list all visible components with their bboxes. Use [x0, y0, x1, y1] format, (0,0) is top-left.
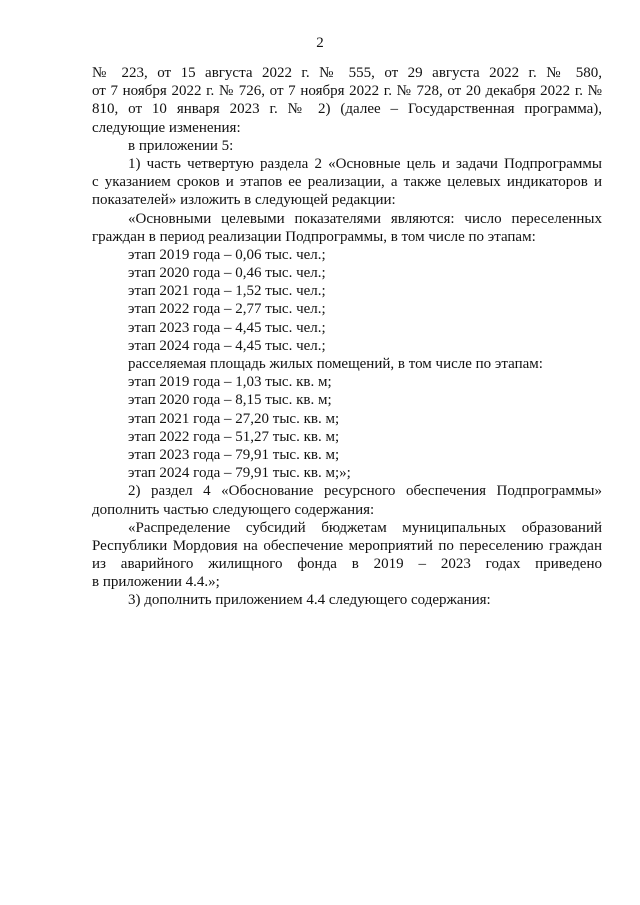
text-line: этап 2019 года – 0,06 тыс. чел.; — [128, 246, 326, 263]
text-line: этап 2024 года – 79,91 тыс. кв. м;»; — [128, 465, 351, 482]
text-line: «Основными целевыми показателями являются: число переселенных — [128, 210, 602, 227]
text-line: дополнить частью следующего содержания: — [92, 501, 375, 518]
text-line: этап 2019 года – 1,03 тыс. кв. м; — [128, 374, 332, 391]
text-line: граждан в период реализации Подпрограммы, в том числе по этапам: — [92, 228, 536, 245]
text-line: с указанием сроков и этапов ее реализации, а также целевых индикаторов и — [92, 174, 602, 191]
text-line: этап 2023 года – 4,45 тыс. чел.; — [128, 319, 326, 336]
text-line: Республики Мордовия на обеспечение мероприятий по переселению граждан — [92, 537, 602, 554]
text-line: 2) раздел 4 «Обоснование ресурсного обеспечения Подпрограммы» — [128, 483, 602, 500]
text-line: этап 2023 года – 79,91 тыс. кв. м; — [128, 446, 340, 463]
text-line: этап 2020 года – 0,46 тыс. чел.; — [128, 265, 326, 282]
text-line: 1) часть четвертую раздела 2 «Основные цель и задачи Подпрограммы — [128, 155, 602, 172]
text-line: 3) дополнить приложением 4.4 следующего содержания: — [128, 592, 491, 609]
text-line: в приложении 5: — [128, 137, 234, 154]
text-line: показателей» изложить в следующей редакции: — [92, 192, 396, 209]
text-line: от 7 ноября 2022 г. № 726, от 7 ноября 2022 г. № 728, от 20 декабря 2022 г. № — [92, 83, 602, 100]
text-line: 810, от 10 января 2023 г. № 2) (далее – Государственная программа), — [92, 101, 602, 118]
text-line: следующие изменения: — [92, 119, 241, 136]
text-line: этап 2024 года – 4,45 тыс. чел.; — [128, 337, 326, 354]
text-line: этап 2022 года – 2,77 тыс. чел.; — [128, 301, 326, 318]
text-line: расселяемая площадь жилых помещений, в том числе по этапам: — [128, 356, 543, 372]
text-line: этап 2022 года – 51,27 тыс. кв. м; — [128, 428, 340, 445]
text-line: из аварийного жилищного фонда в 2019 – 2023 годах приведено — [92, 556, 602, 573]
text-line: № 223, от 15 августа 2022 г. № 555, от 29 августа 2022 г. № 580, — [92, 65, 602, 81]
text-line: этап 2021 года – 27,20 тыс. кв. м; — [128, 410, 340, 427]
text-line: «Распределение субсидий бюджетам муниципальных образований — [128, 519, 602, 536]
page-number: 2 — [316, 35, 324, 51]
document-body — [92, 64, 602, 610]
text-line: этап 2020 года – 8,15 тыс. кв. м; — [128, 392, 332, 409]
text-line: в приложении 4.4.»; — [92, 574, 220, 591]
text-line: этап 2021 года – 1,52 тыс. чел.; — [128, 283, 326, 300]
